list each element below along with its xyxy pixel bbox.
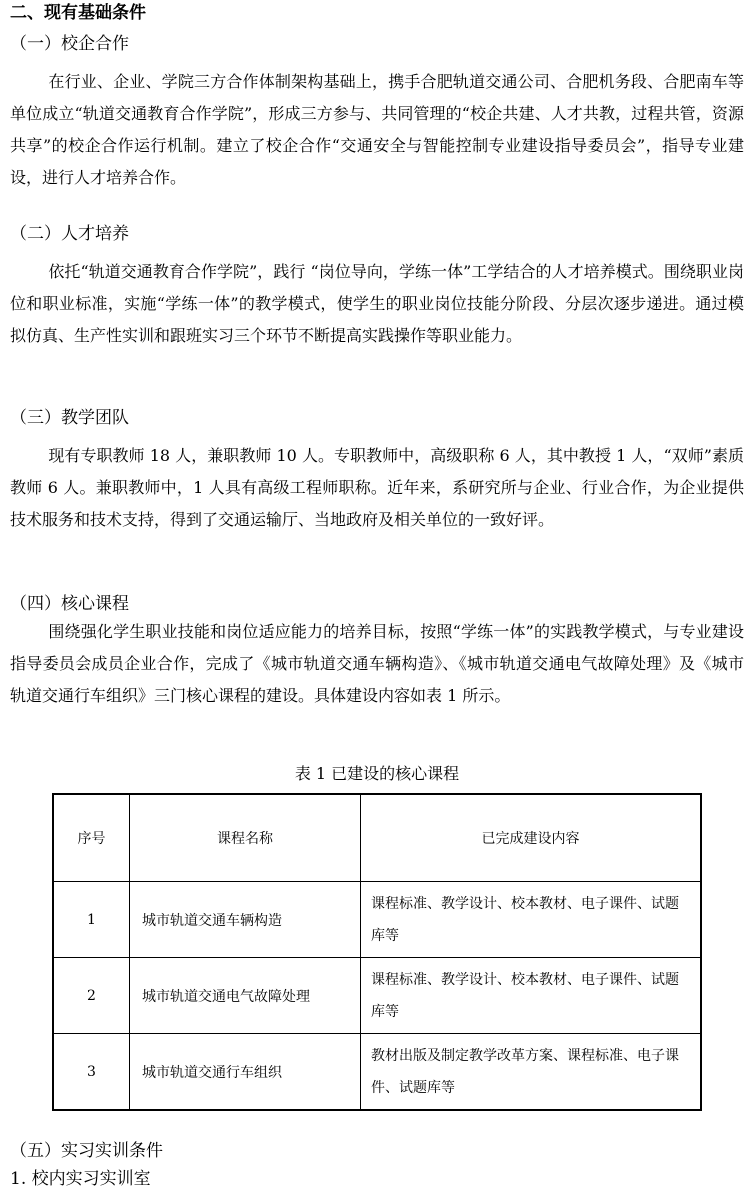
cell-course-name: 城市轨道交通电气故障处理 (130, 958, 361, 1034)
cell-course-name: 城市轨道交通行车组织 (130, 1034, 361, 1111)
header-no: 序号 (53, 794, 130, 882)
subsection-heading-talent: （二）人才培养 (10, 224, 129, 244)
paragraph-talent: 依托“轨道交通教育合作学院”，践行 “岗位导向，学练一体”工学结合的人才培养模式。围绕职业岗位和职业标准，实施“学练一体”的教学模式，使学生的职业岗位技能分阶段、分层次逐步递进。通过模拟仿真、生产性实训和跟班实习三个环节不断提高实践操作等职业能力。 (10, 262, 744, 345)
list-item-training-room: 1. 校内实习实训室 (10, 1169, 151, 1189)
subsection-heading-coop: （一）校企合作 (10, 34, 129, 54)
cell-no: 2 (53, 958, 130, 1034)
cell-content: 课程标准、教学设计、校本教材、电子课件、试题库等 (361, 958, 702, 1034)
cell-content: 教材出版及制定教学改革方案、课程标准、电子课件、试题库等 (361, 1034, 702, 1111)
header-course-name: 课程名称 (130, 794, 361, 882)
subsection-heading-training: （五）实习实训条件 (10, 1141, 163, 1161)
section-title: 二、现有基础条件 (10, 3, 146, 23)
table-row (53, 958, 701, 1034)
paragraph-team: 现有专职教师 18 人，兼职教师 10 人。专职教师中，高级职称 6 人，其中教授 1 人，“双师”素质教师 6 人。兼职教师中，1 人具有高级工程师职称。近年来，系研究所与企业、行业合作，为企业提供技术服务和技术支持，得到了交通运输厅、当地政府及相关单位的一致好评。 (10, 446, 744, 529)
table-header-row (53, 794, 701, 882)
table-row (53, 882, 701, 958)
subsection-heading-courses: （四）核心课程 (10, 594, 129, 614)
table-row (53, 1034, 701, 1111)
core-courses-table (52, 793, 702, 1111)
cell-course-name: 城市轨道交通车辆构造 (130, 882, 361, 958)
header-content: 已完成建设内容 (361, 794, 702, 882)
cell-no: 1 (53, 882, 130, 958)
cell-no: 3 (53, 1034, 130, 1111)
table-caption: 表 1 已建设的核心课程 (294, 764, 460, 783)
cell-content: 课程标准、教学设计、校本教材、电子课件、试题库等 (361, 882, 702, 958)
paragraph-coop: 在行业、企业、学院三方合作体制架构基础上，携手合肥轨道交通公司、合肥机务段、合肥南车等单位成立“轨道交通教育合作学院”，形成三方参与、共同管理的“校企共建、人才共教，过程共管，资源共享”的校企合作运行机制。建立了校企合作“交通安全与智能控制专业建设指导委员会”，指导专业建设，进行人才培养合作。 (10, 72, 744, 187)
subsection-heading-team: （三）教学团队 (10, 408, 129, 428)
paragraph-courses: 围绕强化学生职业技能和岗位适应能力的培养目标，按照“学练一体”的实践教学模式，与专业建设指导委员会成员企业合作，完成了《城市轨道交通车辆构造》、《城市轨道交通电气故障处理》及《城市轨道交通行车组织》三门核心课程的建设。具体建设内容如表 1 所示。 (10, 622, 744, 705)
